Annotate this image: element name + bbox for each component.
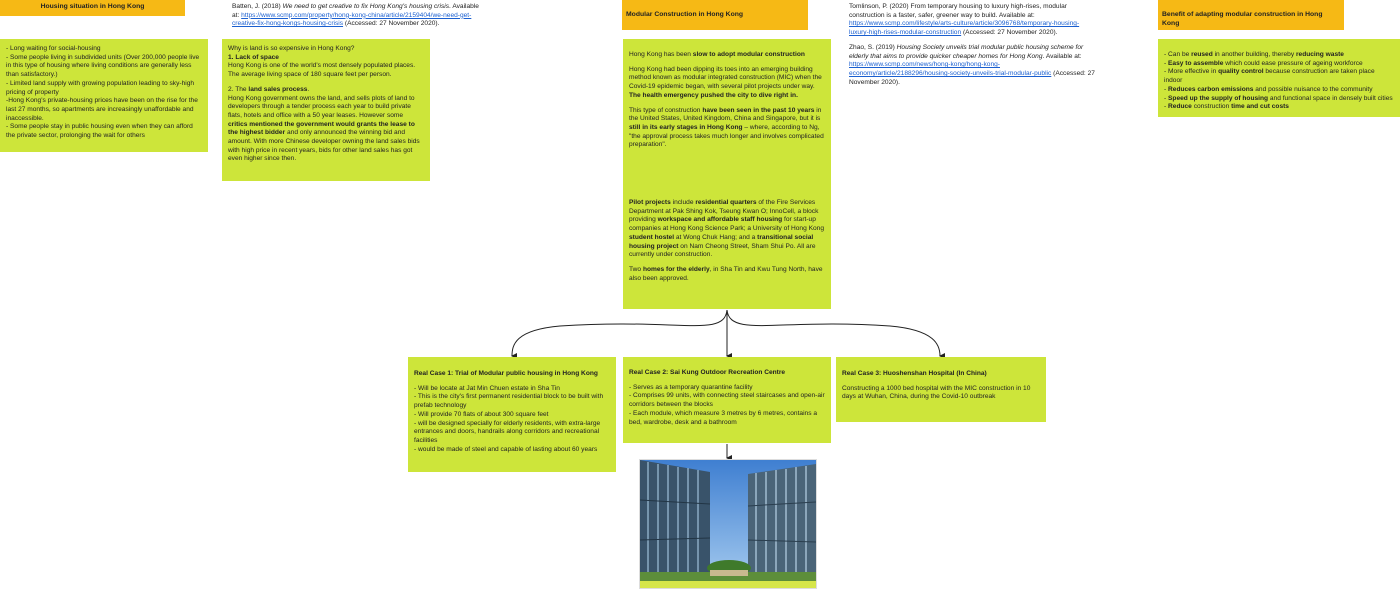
ref-text: . Available at:	[1042, 52, 1082, 60]
why-text: 2. The	[228, 85, 249, 93]
case-2-line: - Comprises 99 units, with connecting steel staircases and open-air corridors between the blocks	[629, 392, 825, 409]
case-1-line: - would be made of steel and capable of lasting about 60 years	[414, 445, 598, 453]
modular-para-2: Hong Kong had been dipping its toes into an emerging building method known as modular integrated construction (MIC) when the Covid-19 epidemic began, with several pilot projects under way. The health emergency pushed the city to dive right in.	[629, 65, 822, 99]
pilot-para-2: Two homes for the elderly, in Sha Tin and Kwu Tung North, have also been approved.	[629, 265, 823, 282]
ref-text: (Accessed: 27 November 2020).	[961, 29, 1058, 37]
ref-text: (Accessed: 27 November 2020).	[343, 20, 440, 28]
benefit-line: - Speed up the supply of housing and functional space in densely built cities	[1164, 94, 1393, 102]
housing-line: - Long waiting for social-housing	[6, 45, 101, 52]
ref-text: . Available at:	[232, 3, 479, 19]
case-3-body: Constructing a 1000 bed hospital with the MIC construction in 10 days at Wuhan, China, during the Covid-10 outbreak	[842, 384, 1031, 401]
tomlinson-link[interactable]: https://www.scmp.com/lifestyle/arts-culture/article/3096768/temporary-housing-luxury-high-rises-modular-construction	[849, 20, 1080, 37]
case-1-title: Real Case 1: Trial of Modular public housing in Hong Kong	[414, 370, 598, 377]
housing-header: Housing situation in Hong Kong	[0, 0, 185, 16]
housing-line: - Some people living in subdivided units (Over 200,000 people live in this type of housing where living conditions are generally less than satisfactory.)	[6, 53, 200, 79]
benefit-line: - More effective in quality control because construction are taken place indoor	[1164, 68, 1375, 85]
benefit-line: - Reduce construction time and cut costs	[1164, 103, 1289, 111]
why-point-1-body: Hong Kong is one of the world's most densely populated places. The average living space of 180 square feet per person.	[228, 62, 416, 79]
photo-illustration	[640, 460, 816, 588]
why-question: Why is land is so expensive in Hong Kong?	[228, 45, 355, 52]
case-1-line: - This is the city's first permanent residential block to be built with prefab technology	[414, 393, 604, 410]
ref-title: We need to get creative to fix Hong Kong's housing crisis	[282, 3, 450, 10]
case-2-line: - Serves as a temporary quarantine facility	[629, 383, 753, 391]
modular-para-3: This type of construction have been seen in the past 10 years in the United States, United Kingdom, China and Singapore, but it is still in its early stages in Hong Kong – where, according to Ng, "the approval process takes much longer and involves complicated preparation".	[629, 106, 824, 149]
benefit-line: - Reduces carbon emissions and possible nuisance to the community	[1164, 85, 1373, 93]
ref-text: Tomlinson, P. (2020) From temporary housing to luxury high-rises, modular construction is a faster, safer, greener way to build. Available at:	[849, 3, 1067, 19]
why-point-2-heading: land sales process	[248, 85, 308, 93]
case-2-title: Real Case 2: Sai Kung Outdoor Recreation Centre	[629, 369, 786, 376]
ref-text: (Accessed: 27 November 2020).	[849, 70, 1095, 86]
arrow-to-case-1	[512, 310, 727, 356]
modular-header: Modular Construction in Hong Kong	[622, 0, 808, 30]
case-1-line: - will be designed specially for elderly residents, with extra-large entrances and doors, handrails along corridors and recreational facilities	[414, 419, 601, 444]
case-3-note	[836, 357, 1046, 422]
pilot-para-1: Pilot projects include residential quarters of the Fire Services Department at Pak Shing Kok, Tseung Kwan O; InnoCell, a block providing workspace and affordable staff housing for start-up companies at Hong Kong Science Park; a University of Hong Kong student hostel at Wong Chuk Hang; and a transitional social housing project on Nam Cheong Street, Sham Shui Po. All are currently under construction.	[629, 199, 824, 259]
arrow-to-case-3	[727, 310, 940, 356]
case-1-line: - Will be locate at Jat Min Chuen estate in Sha Tin	[414, 384, 560, 392]
benefit-line: - Can be reused in another building, thereby reducing waste	[1164, 51, 1344, 58]
case-2-line: - Each module, which measure 3 metres by 6 metres, contains a bed, wardrobe, desk and a bathroom	[629, 409, 818, 426]
case-3-title: Real Case 3: Huoshenshan Hospital (In China)	[842, 370, 987, 377]
why-point-2-body: Hong Kong government owns the land, and sells plots of land to developers through a tender process each year to build private flats, hotels and office with a 50 year leases. However some critics mentioned the government would grants the lease to the highest bidder and only announced the winning bid and amount. With more Chinese developer owning the land sales bids with high price in recent years, bids for other land sales has got even higher since then.	[228, 94, 420, 163]
case-2-note	[623, 357, 831, 443]
ref-text: Zhao, S. (2019)	[849, 44, 897, 51]
benefit-header: Benefit of adapting modular construction in Hong Kong	[1158, 0, 1344, 30]
ref-text: Batten, J. (2018)	[232, 3, 283, 10]
benefit-line: - Easy to assemble which could ease pressure of ageing workforce	[1164, 59, 1363, 67]
case-1-line: - Will provide 70 flats of about 300 square feet	[414, 410, 549, 418]
why-point-1-heading: 1. Lack of space	[228, 53, 279, 61]
why-text: .	[307, 85, 310, 93]
modular-building-photo-icon	[639, 459, 817, 589]
housing-line: -Hong Kong's private-housing prices have been on the rise for the last 27 months, so apartments are increasingly unaffordable and inaccessible.	[6, 97, 198, 122]
batten-link[interactable]: https://www.scmp.com/property/hong-kong-china/article/2159404/we-need-get-creative-fix-hong-kongs-housing-crisis	[232, 11, 472, 28]
zhao-link[interactable]: https://www.scmp.com/news/hong-kong/hong-kong-economy/article/2188296/housing-society-unveils-trial-modular-public	[849, 61, 1052, 78]
modular-para-1: Hong Kong has been slow to adopt modular construction	[629, 51, 805, 58]
ref-title: Housing Society unveils trial modular public housing scheme for elderly that aims to provide quicker cheaper homes for Hong Kong	[849, 44, 1084, 60]
housing-line: - Some people stay in public housing even when they can afford the private sector, prolonging the wait for others	[6, 123, 193, 140]
housing-line: - Limited land supply with growing population leading to sky-high pricing of property	[6, 79, 195, 96]
case-1-note	[408, 357, 616, 472]
